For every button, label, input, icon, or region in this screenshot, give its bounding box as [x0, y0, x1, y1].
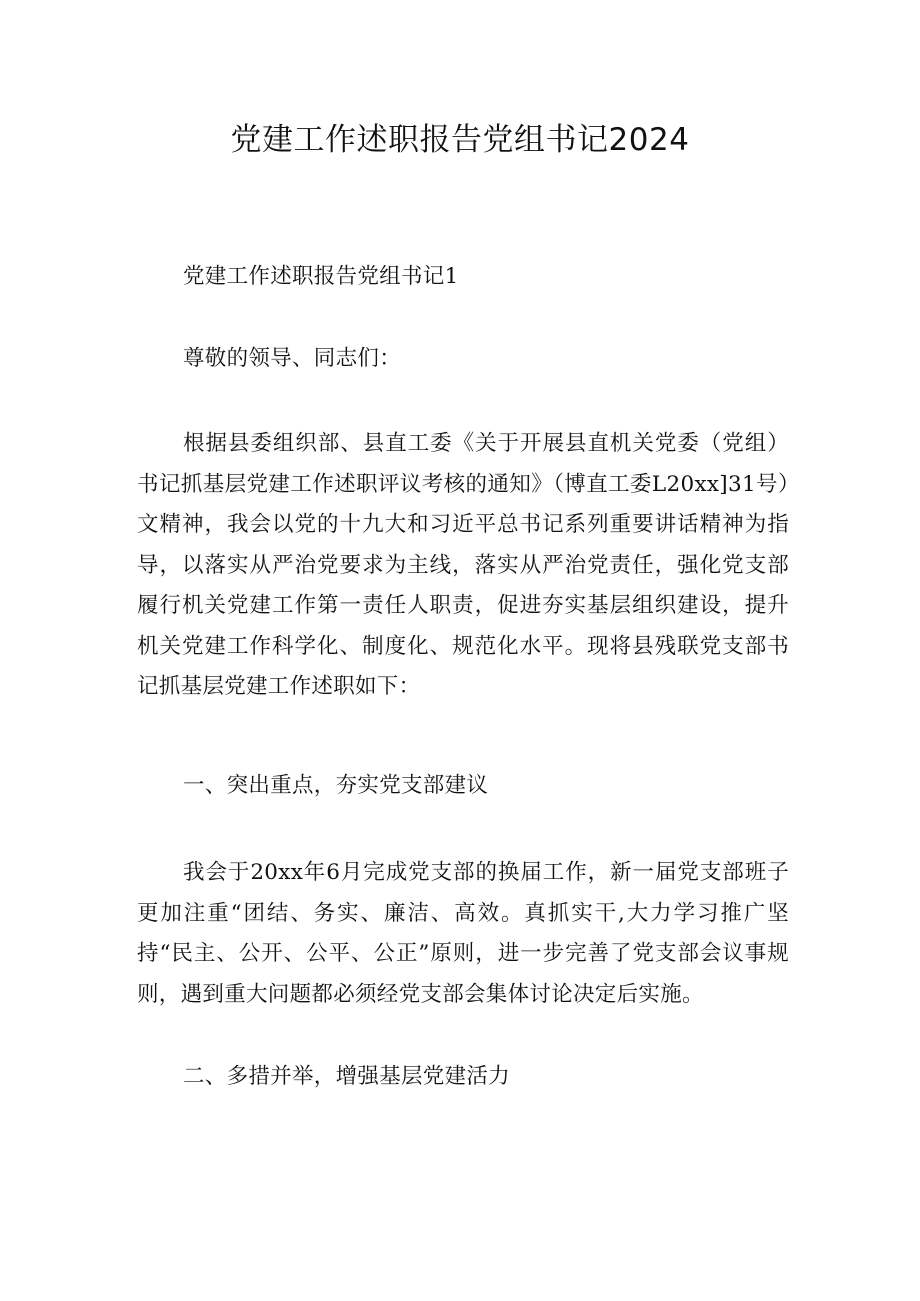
document-subtitle: 党建工作述职报告党组书记1	[183, 264, 459, 289]
body-paragraph-1: 根据县委组织部、县直工委《关于开展县直机关党委（党组）书记抓基层党建工作述职评议考核的通知》（博直工委L20xx]31号）文精神，我会以党的十九大和习近平总书记系列重要讲话精神为指导，以落实从严治党要求为主线，落实从严治党责任，强化党支部履行机关党建工作第一责任人职责，促进夯实基层组织建设，提升机关党建工作科学化、制度化、规范化水平。现将县残联党支部书记抓基层党建工作述职如下：	[137, 431, 789, 699]
body-paragraph-2: 我会于20xx年6月完成党支部的换届工作，新一届党支部班子更加注重“团结、务实、廉洁、高效。真抓实干,大力学习推广坚持“民主、公开、公平、公正”原则，进一步完善了党支部会议事规则，遇到重大问题都必须经党支部会集体讨论决定后实施。	[137, 860, 789, 1007]
greeting-line: 尊敬的领导、同志们：	[183, 346, 402, 371]
section-heading-1: 一、突出重点，夯实党支部建议	[183, 773, 489, 798]
section-heading-2: 二、多措并举，增强基层党建活力	[183, 1064, 511, 1089]
document-title: 党建工作述职报告党组书记2024	[230, 122, 690, 158]
